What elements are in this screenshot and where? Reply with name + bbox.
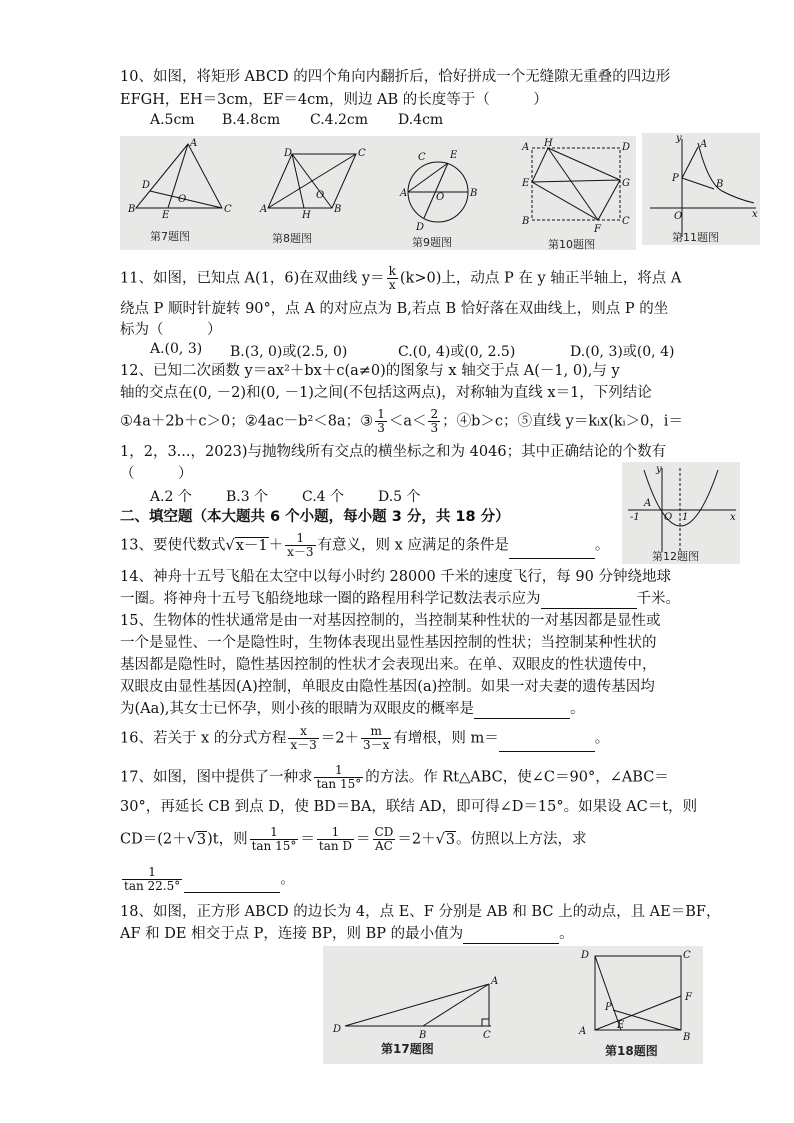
q12-line5: （ ） <box>120 466 193 482</box>
svg-text:A: A <box>260 204 268 215</box>
q11-option-b: B.(3, 0)或(2.5, 0) <box>230 344 348 360</box>
q13-answer-blank[interactable] <box>509 544 595 559</box>
q11-fraction <box>387 265 398 292</box>
figures-7-to-10 <box>120 136 636 250</box>
q12-frac2-den: 3 <box>430 421 439 435</box>
svg-text:P: P <box>605 1002 612 1013</box>
q16-mid: ＝2＋ <box>320 730 359 747</box>
q12-frac1-num: 1 <box>377 407 385 421</box>
caption-fig11: 第11题图 <box>672 231 719 244</box>
q18-answer-blank[interactable] <box>463 929 559 944</box>
q10-option-b: B.4.8cm <box>222 112 281 128</box>
q17-frac-b <box>317 826 354 853</box>
q13-line: 13、要使代数式√x－1＋ $\frac{1}{x-3}$ 有意义，则 x 应满足的条件是 。 <box>120 531 610 559</box>
svg-text:O: O <box>664 512 673 523</box>
q17-line4 <box>120 866 295 893</box>
svg-text:y: y <box>656 464 662 475</box>
q11-frac-num: k <box>388 264 396 278</box>
svg-text:P: P <box>672 173 679 184</box>
svg-text:B: B <box>128 204 136 215</box>
svg-text:O: O <box>178 194 187 205</box>
q17-frac-question <box>122 866 182 893</box>
svg-text:B: B <box>334 204 342 215</box>
q12-option-a: A.2 个 <box>150 489 192 505</box>
q17-text-b: 的方法。作 Rt△ABC，使∠C＝90°，∠ABC＝ <box>365 769 669 786</box>
svg-text:D: D <box>581 950 590 961</box>
q17-fracb-den: tan D <box>318 839 353 853</box>
q17-fraca-num: 1 <box>250 826 299 840</box>
q17-line3: CD＝(2＋√3)t，则 $\frac{1}{\tan 15^\circ}$ ＝ $\frac{1}{\text{tan D}}$ ＝ $\frac{CD}{AC}$ ＝2＋√3。仿照以上方法，求 <box>120 825 587 853</box>
q17-text-c: CD＝(2＋ <box>120 831 187 848</box>
q17-frac-a <box>250 826 299 853</box>
q18-text: AF 和 DE 相交于点 P，连接 BP，则 BP 的最小值为 <box>120 926 464 942</box>
svg-text:A: A <box>522 142 530 153</box>
q18-line2 <box>120 924 574 944</box>
caption-fig12: 第12题图 <box>652 550 699 563</box>
q16-text-b: 有增根，则 m＝ <box>393 730 499 747</box>
caption-fig8: 第8题图 <box>272 232 312 245</box>
q14-text: 一圈。将神舟十五号飞船绕地球一圈的路程用科学记数法表示应为 <box>120 591 541 607</box>
figure-7-8-9-10-drawings <box>120 136 636 250</box>
q16-answer-blank[interactable] <box>499 737 595 752</box>
q17-eq-1: ＝ <box>300 831 315 848</box>
svg-text:D: D <box>622 142 631 153</box>
svg-text:C: C <box>483 1030 491 1041</box>
q14-answer-blank[interactable] <box>541 594 637 609</box>
q10-option-c: C.4.2cm <box>310 112 369 128</box>
q17-text-f: 。仿照以上方法，求 <box>456 831 587 848</box>
q16-frac1-num: x <box>288 725 318 739</box>
q17-frac-intro-den: tan 15° <box>316 777 362 791</box>
q17-frac-intro-num: 1 <box>314 764 363 778</box>
q17-frac-intro <box>314 764 363 791</box>
q13-frac-num: 1 <box>285 532 315 546</box>
svg-text:y: y <box>676 133 682 144</box>
q18-end: 。 <box>559 926 574 942</box>
svg-text:C: C <box>358 148 366 159</box>
q17-fracc-den: AC <box>374 839 393 853</box>
q16-frac1-den: x－3 <box>290 738 317 752</box>
q14-line1: 14、神舟十五号飞船在太空中以每小时约 28000 千米的速度飞行，每 90 分钟绕地球 <box>120 569 671 585</box>
q15-line4: 双眼皮由显性基因(A)控制，单眼皮由隐性基因(a)控制。如果一对夫妻的遗传基因均 <box>120 679 655 695</box>
q12-line2: 轴的交点在(0, －2)和(0, －1)之间(不包括这两点)，对称轴为直线 x＝1，下列结论 <box>120 385 652 401</box>
q16-line <box>120 725 609 752</box>
svg-text:B: B <box>716 179 724 190</box>
q15-line1: 15、生物体的性状通常是由一对基因控制的，当控制某种性状的一对基因都是显性或 <box>120 613 661 629</box>
q17-fracb-num: 1 <box>317 826 354 840</box>
svg-text:E: E <box>522 178 530 189</box>
q17-fraca-den: tan 15° <box>251 839 297 853</box>
svg-text:1: 1 <box>682 512 689 523</box>
svg-text:E: E <box>617 1020 625 1031</box>
caption-fig18: 第18题图 <box>605 1044 658 1058</box>
q15-line2: 一个是显性、一个是隐性时，生物体表现出显性基因控制的性状；当控制某种性状的 <box>120 635 657 651</box>
svg-text:D: D <box>416 222 425 233</box>
svg-text:F: F <box>594 224 601 235</box>
svg-text:C: C <box>418 152 426 163</box>
svg-text:O: O <box>674 211 683 222</box>
q16-end: 。 <box>594 730 610 747</box>
q13-plus: ＋ <box>268 537 284 554</box>
svg-text:D: D <box>333 1024 342 1035</box>
q12-option-c: C.4 个 <box>302 489 345 505</box>
svg-text:-1: -1 <box>630 512 640 523</box>
q17-frac4-num: 1 <box>122 866 182 880</box>
q17-line2: 30°，再延长 CB 到点 D，使 BD＝BA，联结 AD，即可得∠D＝15°。如果设 AC＝t，则 <box>120 799 698 815</box>
q12-option-d: D.5 个 <box>378 489 421 505</box>
svg-text:B: B <box>419 1030 427 1041</box>
q12-text-b: ＜a＜ <box>388 413 427 430</box>
q15-end: 。 <box>570 701 585 717</box>
q11-text-a: 11、如图，已知点 A(1，6)在双曲线 y＝ <box>120 270 385 287</box>
q17-fracc-num: CD <box>374 825 394 839</box>
q12-line3 <box>120 408 683 435</box>
svg-text:A: A <box>579 1026 587 1037</box>
q12-frac-1 <box>375 408 387 435</box>
svg-text:x: x <box>730 512 736 523</box>
svg-text:D: D <box>142 180 151 191</box>
svg-text:D: D <box>284 148 293 159</box>
q12-line4: 1，2，3...，2023)与抛物线所有交点的横坐标之和为 4046；其中正确结论的个数有 <box>120 444 667 460</box>
q13-fraction <box>285 532 315 559</box>
q13-text-a: 13、要使代数式 <box>120 537 226 554</box>
q10-line1: 10、如图，将矩形 ABCD 的四个角向内翻折后，恰好拼成一个无缝隙无重叠的四边形 <box>120 69 671 85</box>
q13-end: 。 <box>594 537 610 554</box>
q13-text-b: 有意义，则 x 应满足的条件是 <box>317 537 509 554</box>
svg-text:B: B <box>683 1032 691 1043</box>
caption-fig10: 第10题图 <box>548 238 595 251</box>
q15-answer-blank[interactable] <box>474 704 570 719</box>
q14-line2 <box>120 589 680 609</box>
figure-12 <box>622 462 740 564</box>
svg-text:A: A <box>190 138 198 149</box>
q16-frac-1 <box>288 725 318 752</box>
q10-option-d: D.4cm <box>398 112 444 128</box>
q18-line1: 18、如图，正方形 ABCD 的边长为 4，点 E、F 分别是 AB 和 BC 上的动点，且 AE＝BF， <box>120 904 721 920</box>
caption-fig9: 第9题图 <box>412 236 452 249</box>
q17-sqrt-1: 3 <box>196 831 207 848</box>
svg-text:A: A <box>644 498 652 509</box>
svg-text:H: H <box>544 138 553 149</box>
section-2-heading: 二、填空题（本大题共 6 个小题，每小题 3 分，共 18 分） <box>120 509 510 525</box>
svg-text:x: x <box>752 209 758 220</box>
svg-text:H: H <box>302 210 311 221</box>
svg-text:B: B <box>470 188 478 199</box>
q16-frac-2 <box>361 725 391 752</box>
svg-text:G: G <box>622 178 630 189</box>
q11-line1 <box>120 265 681 292</box>
svg-text:A: A <box>700 139 708 150</box>
q16-text-a: 16、若关于 x 的分式方程 <box>120 730 287 747</box>
q17-text-a: 17、如图，图中提供了一种求 <box>120 769 313 786</box>
svg-text:A: A <box>400 188 408 199</box>
q15-line5 <box>120 699 585 719</box>
figures-17-18 <box>323 946 703 1064</box>
svg-text:O: O <box>436 192 445 203</box>
q12-frac2-num: 2 <box>430 407 439 421</box>
q17-answer-blank[interactable] <box>184 878 280 893</box>
svg-text:E: E <box>162 210 170 221</box>
svg-text:C: C <box>224 204 232 215</box>
q17-frac-c <box>373 826 396 853</box>
q10-line2: EFGH，EH＝3cm，EF＝4cm，则边 AB 的长度等于（ ） <box>120 92 548 108</box>
q17-text-d: )t，则 <box>207 831 248 848</box>
q12-option-b: B.3 个 <box>226 489 269 505</box>
q15-line3: 基因都是隐性时，隐性基因控制的性状才会表现出来。在单、双眼皮的性状遗传中， <box>120 657 657 673</box>
q17-end: 。 <box>280 871 295 888</box>
q11-line3: 标为（ ） <box>120 322 222 338</box>
q16-frac2-num: m <box>361 725 391 739</box>
figure-11 <box>642 133 760 245</box>
caption-fig7: 第7题图 <box>150 230 190 243</box>
q17-eq-2: ＝ <box>356 831 371 848</box>
q10-option-a: A.5cm <box>150 112 195 128</box>
svg-text:C: C <box>683 950 691 961</box>
q12-text-a: ①4a＋2b＋c＞0；②4ac－b²＜8a；③ <box>120 413 374 430</box>
q17-frac4-den: tan 22.5° <box>124 879 181 893</box>
q11-option-c: C.(0, 4)或(0, 2.5) <box>398 344 516 360</box>
q13-frac-den: x－3 <box>287 545 314 559</box>
q16-frac2-den: 3－x <box>363 738 390 752</box>
q12-frac-2 <box>428 408 440 435</box>
q12-line1: 12、已知二次函数 y＝ax²＋bx＋c(a≠0)的图象与 x 轴交于点 A(－1, 0),与 y <box>120 363 620 379</box>
q17-sqrt-2: 3 <box>445 831 456 848</box>
q12-frac1-den: 3 <box>377 421 385 435</box>
caption-fig17: 第17题图 <box>381 1042 434 1056</box>
svg-text:C: C <box>622 216 630 227</box>
q17-line1 <box>120 764 669 791</box>
q15-text: 为(Aa),其女士已怀孕，则小孩的眼睛为双眼皮的概率是 <box>120 701 475 717</box>
q11-frac-den: x <box>388 278 396 292</box>
q14-end: 千米。 <box>636 591 680 607</box>
q11-option-d: D.(0, 3)或(0, 4) <box>570 344 675 360</box>
q13-sqrt: x－1 <box>235 537 268 554</box>
svg-text:F: F <box>685 992 692 1003</box>
svg-text:E: E <box>450 150 458 161</box>
q17-text-e: ＝2＋ <box>397 831 436 848</box>
svg-text:O: O <box>316 190 325 201</box>
q11-option-a: A.(0, 3) <box>150 341 203 357</box>
q12-text-c: ；④b＞c；⑤直线 y＝kᵢx(kᵢ＞0，i＝ <box>442 413 683 430</box>
svg-text:B: B <box>522 216 530 227</box>
q11-line2: 绕点 P 顺时针旋转 90°，点 A 的对应点为 B,若点 B 恰好落在双曲线上，则点 P 的坐 <box>120 301 669 317</box>
q11-text-b: (k>0)上，动点 P 在 y 轴正半轴上，将点 A <box>399 270 682 287</box>
svg-text:A: A <box>491 976 499 987</box>
